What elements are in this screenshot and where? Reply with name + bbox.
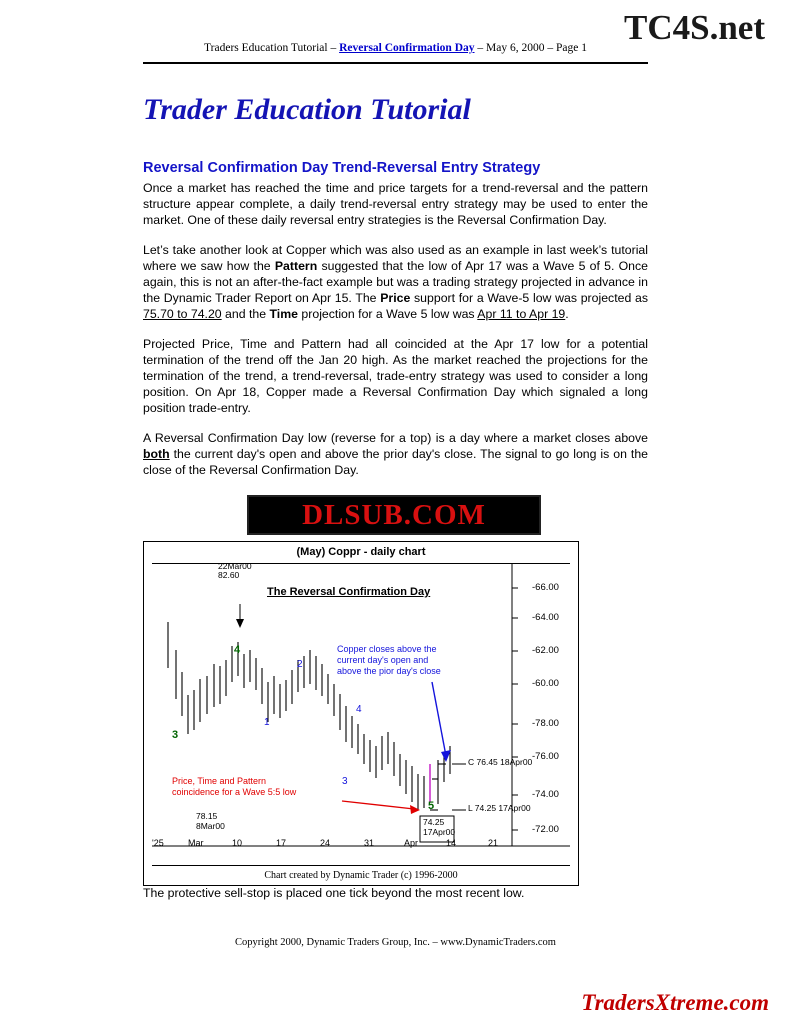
copyright-notice: Copyright 2000, Dynamic Traders Group, Inc. – www.DynamicTraders.com — [235, 937, 556, 948]
wave-label-1: 1 — [264, 717, 270, 728]
p2-price-range: 75.70 to 74.20 — [143, 307, 222, 322]
red-note-line1: Price, Time and Pattern — [172, 776, 267, 786]
date-axis — [152, 838, 512, 852]
blue-note-line1: Copper closes above the — [337, 644, 437, 654]
left-low-date: 8Mar00 — [196, 820, 225, 831]
chart-caption: The protective sell-stop is placed one tick beyond the most recent low. — [143, 886, 525, 900]
p2-price-bold: Price — [380, 291, 411, 306]
p2-time-range: Apr 11 to Apr 19 — [477, 307, 566, 322]
annotation-red-note — [172, 776, 296, 798]
price-tick-5: -76.00 — [532, 751, 559, 762]
date-tick-8: 21 — [488, 838, 499, 848]
wave-label-3a: 3 — [172, 729, 179, 741]
p2-part-a: Let’s take another look at Copper which was also used as an example in last week’s tutorial where we saw how the — [143, 242, 648, 273]
wave-label-5: 5 — [428, 800, 435, 812]
p2-part-i: projection for a Wave 5 low was — [298, 307, 478, 322]
price-tick-0: -66.00 — [532, 582, 559, 593]
price-tick-1: -64.00 — [532, 612, 559, 623]
page-header — [143, 42, 648, 54]
annotation-left-low — [196, 812, 225, 831]
p4-both-bold: both — [143, 446, 170, 461]
annotation-blue-note — [337, 644, 441, 677]
date-tick-6: Apr — [404, 838, 419, 848]
date-tick-0: '25 — [152, 838, 164, 848]
price-axis — [522, 564, 574, 864]
date-tick-3: 17 — [276, 838, 287, 848]
date-tick-7: 14 — [446, 838, 457, 848]
price-tick-7: -72.00 — [532, 824, 559, 835]
paragraph-2 — [143, 242, 648, 323]
p2-part-e: support for a Wave-5 low was projected as — [410, 291, 648, 306]
page-title: Trader Education Tutorial — [143, 93, 471, 126]
chart-footer-divider — [152, 865, 570, 866]
p2-time-bold: Time — [269, 307, 298, 322]
annotation-close-label: C 76.45 18Apr00 — [468, 757, 533, 767]
annotation-low-box — [423, 818, 455, 837]
price-tick-4: -78.00 — [532, 718, 559, 729]
chart-title: (May) Coppr - daily chart — [296, 546, 426, 558]
watermark-dlsub: DLSUB.COM — [247, 495, 541, 535]
paragraph-1: Once a market has reached the time and price targets for a trend-reversal and the pattern structure appear complete, a daily trend-reversal entry strategy may be used to enter the market. One of these daily reversal entry strategies is the Reversal Confirmation Day. — [143, 181, 648, 228]
p4-part-a: A Reversal Confirmation Day low (reverse for a top) is a day where a market closes above — [143, 430, 648, 445]
low-box-price: 74.25 — [423, 817, 445, 827]
high-label-price: 82.60 — [218, 570, 240, 580]
p4-part-c: the current day's open and above the prior day's close. The signal to go long is on the close of the Reversal Confirmation Day. — [143, 446, 648, 478]
price-tick-2: -62.00 — [532, 645, 559, 656]
p2-part-g: and the — [221, 307, 270, 322]
paragraph-3: Projected Price, Time and Pattern had all coincided at the Apr 17 low for a potential termination of the trend off the Jan 20 high. As the market reached the projections for the termination of the trend, a trend-reversal, trade-entry strategy was used to consider a long position. On Apr 18, Copper made a Reversal Confirmation Day which signaled a long position trade-entry. — [143, 336, 648, 416]
paragraph-4 — [143, 430, 648, 479]
chart-footer: Chart created by Dynamic Trader (c) 1996-2000 — [264, 870, 458, 881]
price-tick-3: -60.00 — [532, 678, 559, 689]
header-suffix: – May 6, 2000 – Page 1 — [474, 42, 587, 54]
date-tick-5: 31 — [364, 838, 375, 848]
annotation-low-label: L 74.25 17Apr00 — [468, 803, 531, 813]
header-prefix: Traders Education Tutorial – — [204, 42, 340, 54]
red-note-line2: coincidence for a Wave 5:5 low — [172, 787, 297, 797]
watermark-tc4s: TC4S.net — [624, 8, 765, 47]
p2-pattern-bold: Pattern — [274, 258, 318, 273]
watermark-tradersxtreme: TradersXtreme.com — [581, 990, 769, 1015]
wave-label-4a: 4 — [234, 644, 241, 656]
date-tick-2: 10 — [232, 838, 243, 848]
blue-note-line2: current day's open and — [337, 655, 429, 665]
annotation-high-label — [218, 562, 252, 580]
header-divider — [143, 62, 648, 64]
section-heading: Reversal Confirmation Day Trend-Reversal Entry Strategy — [143, 160, 541, 176]
wave-label-2: 2 — [297, 659, 303, 670]
date-tick-4: 24 — [320, 838, 331, 848]
p2-part-k: . — [565, 307, 569, 322]
p2-part-c: suggested that the low of Apr 17 was a Wave 5 of 5. Once again, this is not an after-the-fact example but was a trading strategy projected in advance in the Dynamic Trader Report on Apr 15. The — [143, 258, 648, 306]
low-box-date: 17Apr00 — [423, 826, 456, 837]
blue-note-line3: above the pior day's close — [337, 666, 441, 676]
body-text — [143, 180, 648, 491]
wave-label-3b: 3 — [342, 776, 348, 787]
header-highlight: Reversal Confirmation Day — [339, 42, 475, 54]
chart-plot-area — [152, 561, 570, 864]
price-tick-6: -74.00 — [532, 789, 559, 800]
date-tick-1: Mar — [188, 838, 204, 848]
wave-label-4b: 4 — [356, 704, 362, 715]
left-low-price: 78.15 — [196, 811, 218, 821]
chart-inner-title: The Reversal Confirmation Day — [267, 586, 431, 598]
high-label-date: 22Mar00 — [218, 561, 252, 571]
chart-figure — [143, 541, 579, 886]
